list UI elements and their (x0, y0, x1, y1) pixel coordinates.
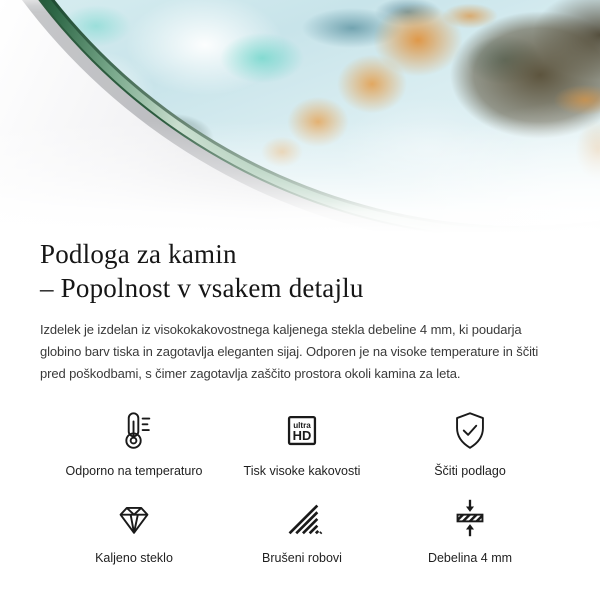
feature-print-quality (218, 407, 386, 478)
feature-label: Debelina 4 mm (427, 551, 513, 565)
feature-label: Brušeni robovi (262, 551, 342, 565)
ultra-hd-icon (279, 407, 325, 455)
ultra-hd-badge-top: ultra (293, 421, 311, 431)
beveled-edge-icon (279, 494, 325, 542)
feature-label: Tisk visoke kakovosti (243, 464, 361, 478)
feature-protects-surface (386, 407, 554, 478)
product-info-section (0, 237, 600, 565)
product-photo (0, 0, 600, 233)
shield-check-icon (447, 407, 493, 455)
thermometer-icon (111, 407, 157, 455)
feature-tempered-glass (50, 494, 218, 565)
features-grid (50, 407, 554, 565)
page-title-line1: Podloga za kamin (40, 239, 237, 269)
thickness-icon (447, 494, 493, 542)
feature-label: Ščiti podlago (434, 464, 506, 478)
page-title (40, 237, 560, 305)
feature-beveled-edges (218, 494, 386, 565)
feature-label: Kaljeno steklo (95, 551, 173, 565)
ultra-hd-badge-bottom: HD (292, 428, 312, 444)
product-description: Izdelek je izdelan iz visokokakovostnega kaljenega stekla debeline 4 mm, ki poudarja globino barv tiska in zagotavlja eleganten sijaj. Odporen je na visoke temperature in ščiti pred poškodbami, s čimer zagotavlja zaščito prostora okoli kamina za leta. (40, 322, 539, 381)
diamond-icon (111, 494, 157, 542)
feature-temperature-resistant (50, 407, 218, 478)
feature-label: Odporno na temperaturo (65, 464, 203, 478)
page-title-line2: – Popolnost v vsakem detajlu (40, 273, 364, 303)
photo-white-fade (0, 0, 600, 233)
feature-thickness (386, 494, 554, 565)
